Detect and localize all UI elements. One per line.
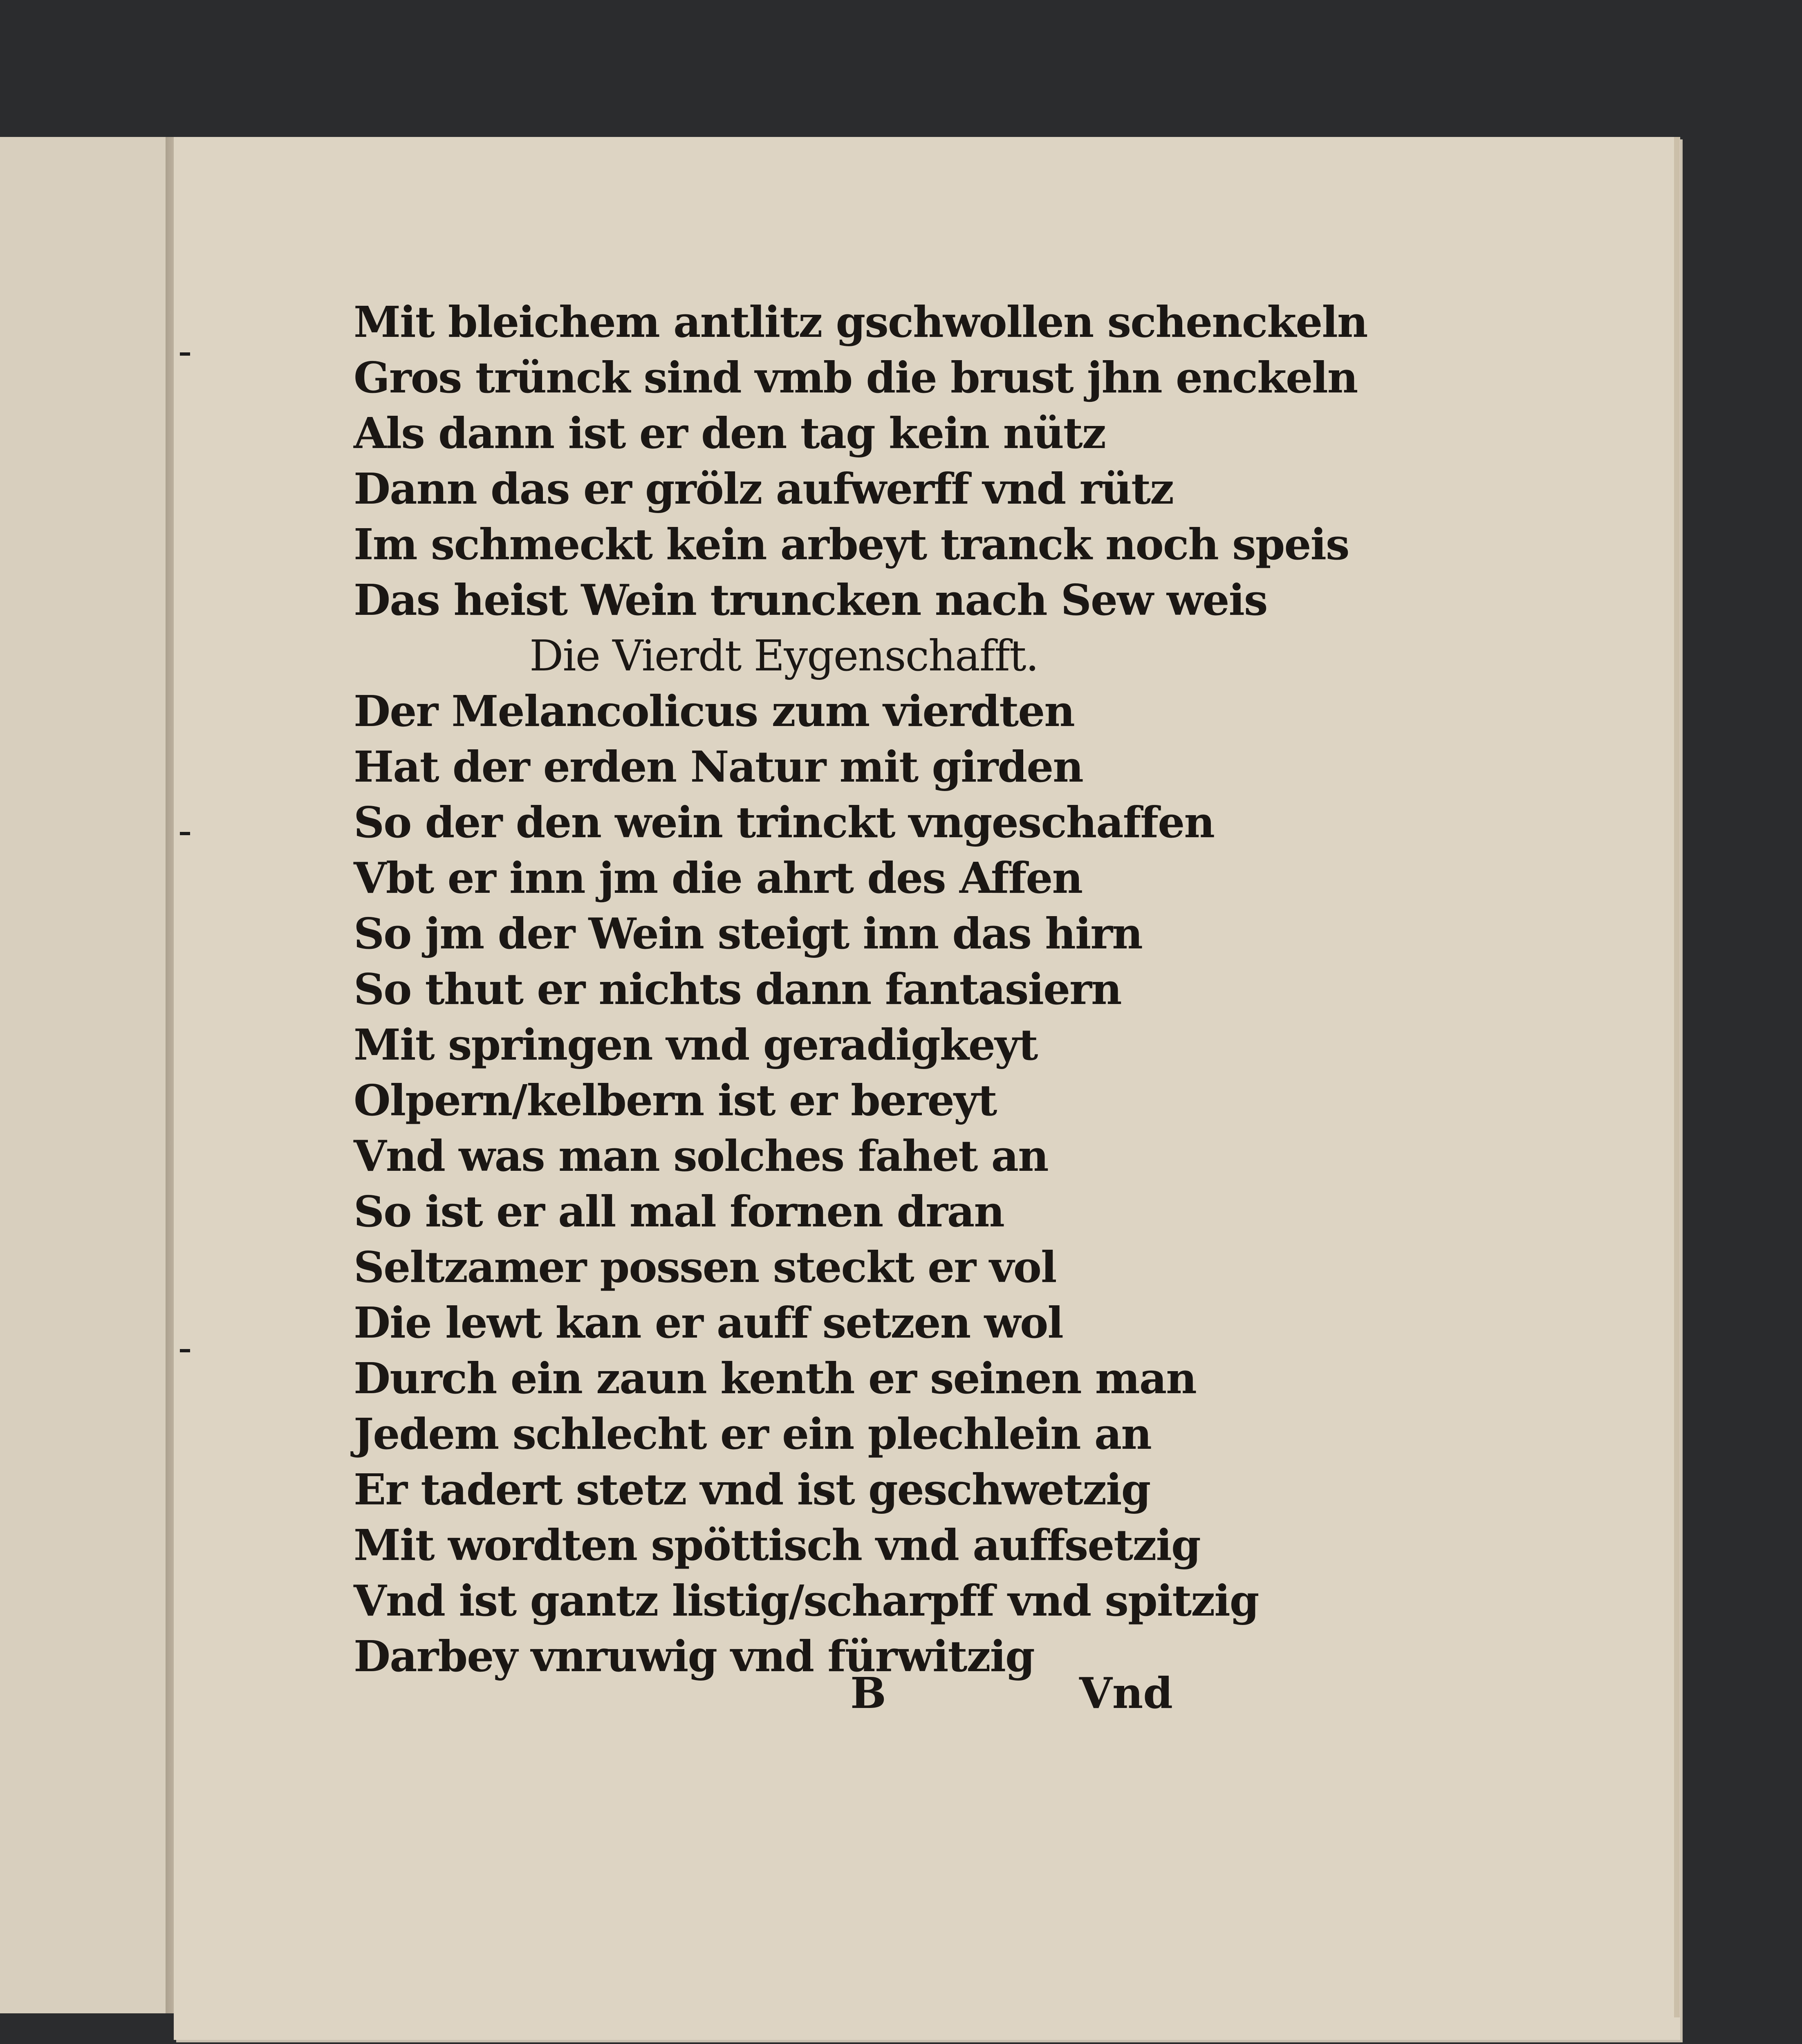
text-line: Mit bleichem antlitz gschwollen schenckeln: [354, 297, 1367, 347]
text-line: Der Melancolicus zum vierdten: [354, 686, 1074, 736]
binding-stitch: [180, 1349, 190, 1352]
section-heading: Die Vierdt Eygenschafft.: [529, 631, 1038, 681]
text-line: So thut er nichts dann fantasiern: [354, 964, 1121, 1014]
text-line: Dann das er grölz aufwerff vnd rütz: [354, 464, 1174, 514]
text-line: Vnd ist gantz listig/scharpff vnd spitzig: [354, 1576, 1259, 1626]
text-line: Hat der erden Natur mit girden: [354, 742, 1083, 792]
text-line: Durch ein zaun kenth er seinen man: [354, 1353, 1196, 1403]
text-line: So jm der Wein steigt inn das hirn: [354, 908, 1142, 959]
text-line: Die lewt kan er auff setzen wol: [354, 1298, 1063, 1348]
left-page: [0, 137, 175, 2013]
poem-text: [354, 294, 1367, 1684]
text-line: Darbey vnruwig vnd fürwitzig: [354, 1631, 1034, 1681]
text-line: Gros trünck sind vmb die brust jhn enckeln: [354, 352, 1358, 403]
catchword: Vnd: [1079, 1668, 1173, 1718]
text-line: Im schmeckt kein arbeyt tranck noch speis: [354, 519, 1349, 569]
text-line: Als dann ist er den tag kein nütz: [354, 408, 1105, 458]
text-line: Vnd was man solches fahet an: [354, 1131, 1048, 1181]
text-line: Jedem schlecht er ein plechlein an: [354, 1409, 1151, 1459]
text-line: Vbt er inn jm die ahrt des Affen: [354, 853, 1083, 903]
text-line: Mit springen vnd geradigkeyt: [354, 1020, 1038, 1070]
text-line: Mit wordten spöttisch vnd auffsetzig: [354, 1520, 1200, 1570]
signature-mark: B: [850, 1668, 886, 1718]
binding-stitch: [180, 352, 190, 356]
text-line: Seltzamer possen steckt er vol: [354, 1242, 1056, 1292]
binding-stitch: [180, 832, 190, 835]
text-line: So der den wein trinckt vngeschaffen: [354, 797, 1214, 847]
text-line: Olpern/kelbern ist er bereyt: [354, 1075, 997, 1125]
text-line: So ist er all mal fornen dran: [354, 1186, 1004, 1237]
text-line: Das heist Wein truncken nach Sew weis: [354, 575, 1267, 625]
page-edge: [1674, 137, 1680, 2017]
text-line: Er tadert stetz vnd ist geschwetzig: [354, 1464, 1150, 1515]
